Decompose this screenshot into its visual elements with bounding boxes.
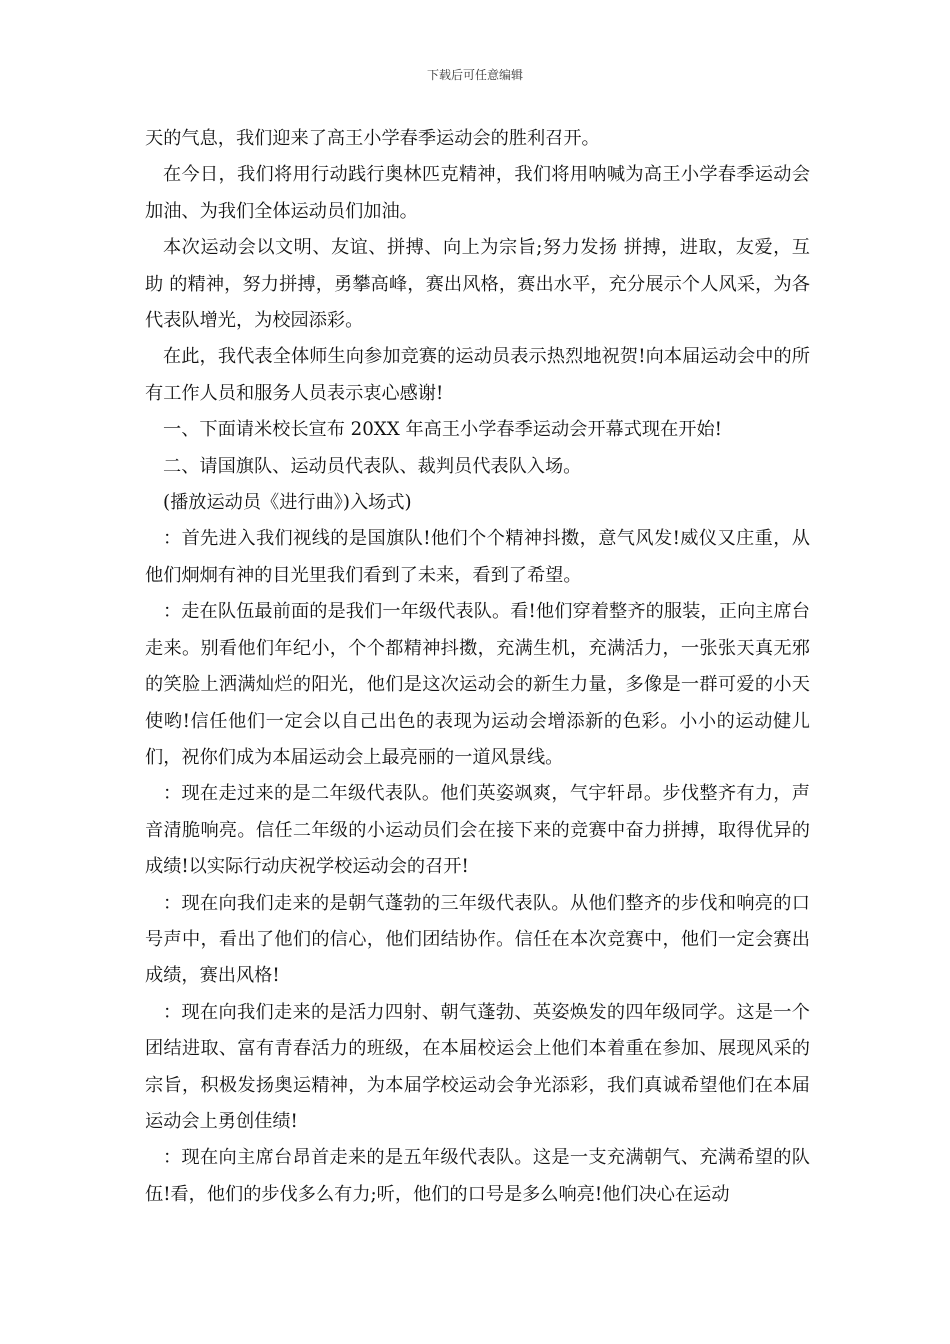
paragraph: 天的气息，我们迎来了高王小学春季运动会的胜利召开。 — [145, 128, 600, 149]
paragraph: 本次运动会以文明、友谊、拼搏、向上为宗旨;努力发扬 拼搏，进取，友爱，互助 的精神，努力拼搏，勇攀高峰，赛出风格，赛出水平，充分展示个人风采，为各代表队增光，为校园添彩。 — [145, 237, 810, 332]
paragraph: 二、请国旗队、运动员代表队、裁判员代表队入场。 — [163, 455, 582, 477]
paragraph: 在此，我代表全体师生向参加竞赛的运动员表示热烈地祝贺!向本届运动会中的所有工作人员和服务人员表示衷心感谢! — [145, 346, 810, 404]
paragraph: ：首先进入我们视线的是国旗队!他们个个精神抖擞，意气风发!威仪又庄重，从他们炯炯有神的目光里我们看到了未来，看到了希望。 — [145, 528, 810, 586]
paragraph: ：现在向我们走来的是活力四射、朝气蓬勃、英姿焕发的四年级同学。这是一个团结进取、富有青春活力的班级，在本届校运会上他们本着重在参加、展现风采的宗旨，积极发扬奥运精神，为本届学校运动会争光添彩，我们真诚希望他们在本届运动会上勇创佳绩! — [145, 1001, 810, 1132]
paragraph: ：现在走过来的是二年级代表队。他们英姿飒爽，气宇轩昂。步伐整齐有力，声音清脆响亮。信任二年级的小运动员们会在接下来的竞赛中奋力拼搏，取得优异的成绩!以实际行动庆祝学校运动会的召开! — [145, 783, 810, 878]
paragraph: 在今日，我们将用行动践行奥林匹克精神，我们将用呐喊为高王小学春季运动会加油、为我们全体运动员们加油。 — [145, 164, 810, 222]
document-body — [145, 121, 810, 1213]
paragraph: ：现在向我们走来的是朝气蓬勃的三年级代表队。从他们整齐的步伐和响亮的口号声中，看出了他们的信心，他们团结协作。信任在本次竞赛中，他们一定会赛出成绩，赛出风格! — [145, 892, 810, 987]
paragraph: ：现在向主席台昂首走来的是五年级代表队。这是一支充满朝气、充满希望的队伍!看，他们的步伐多么有力;听，他们的口号是多么响亮!他们决心在运动 — [145, 1147, 810, 1205]
paragraph: 一、下面请米校长宣布 20XX 年高王小学春季运动会开幕式现在开始! — [163, 419, 722, 441]
paragraph: (播放运动员《进行曲》)入场式) — [163, 492, 412, 514]
paragraph: ：走在队伍最前面的是我们一年级代表队。看!他们穿着整齐的服装，正向主席台走来。别看他们年纪小，个个都精神抖擞，充满生机，充满活力，一张张天真无邪的笑脸上洒满灿烂的阳光，他们是这次运动会的新生力量，多像是一群可爱的小天使哟!信任他们一定会以自己出色的表现为运动会增添新的色彩。小小的运动健儿们，祝你们成为本届运动会上最亮丽的一道风景线。 — [145, 601, 810, 768]
page-header-note: 下载后可任意编辑 — [426, 68, 523, 82]
